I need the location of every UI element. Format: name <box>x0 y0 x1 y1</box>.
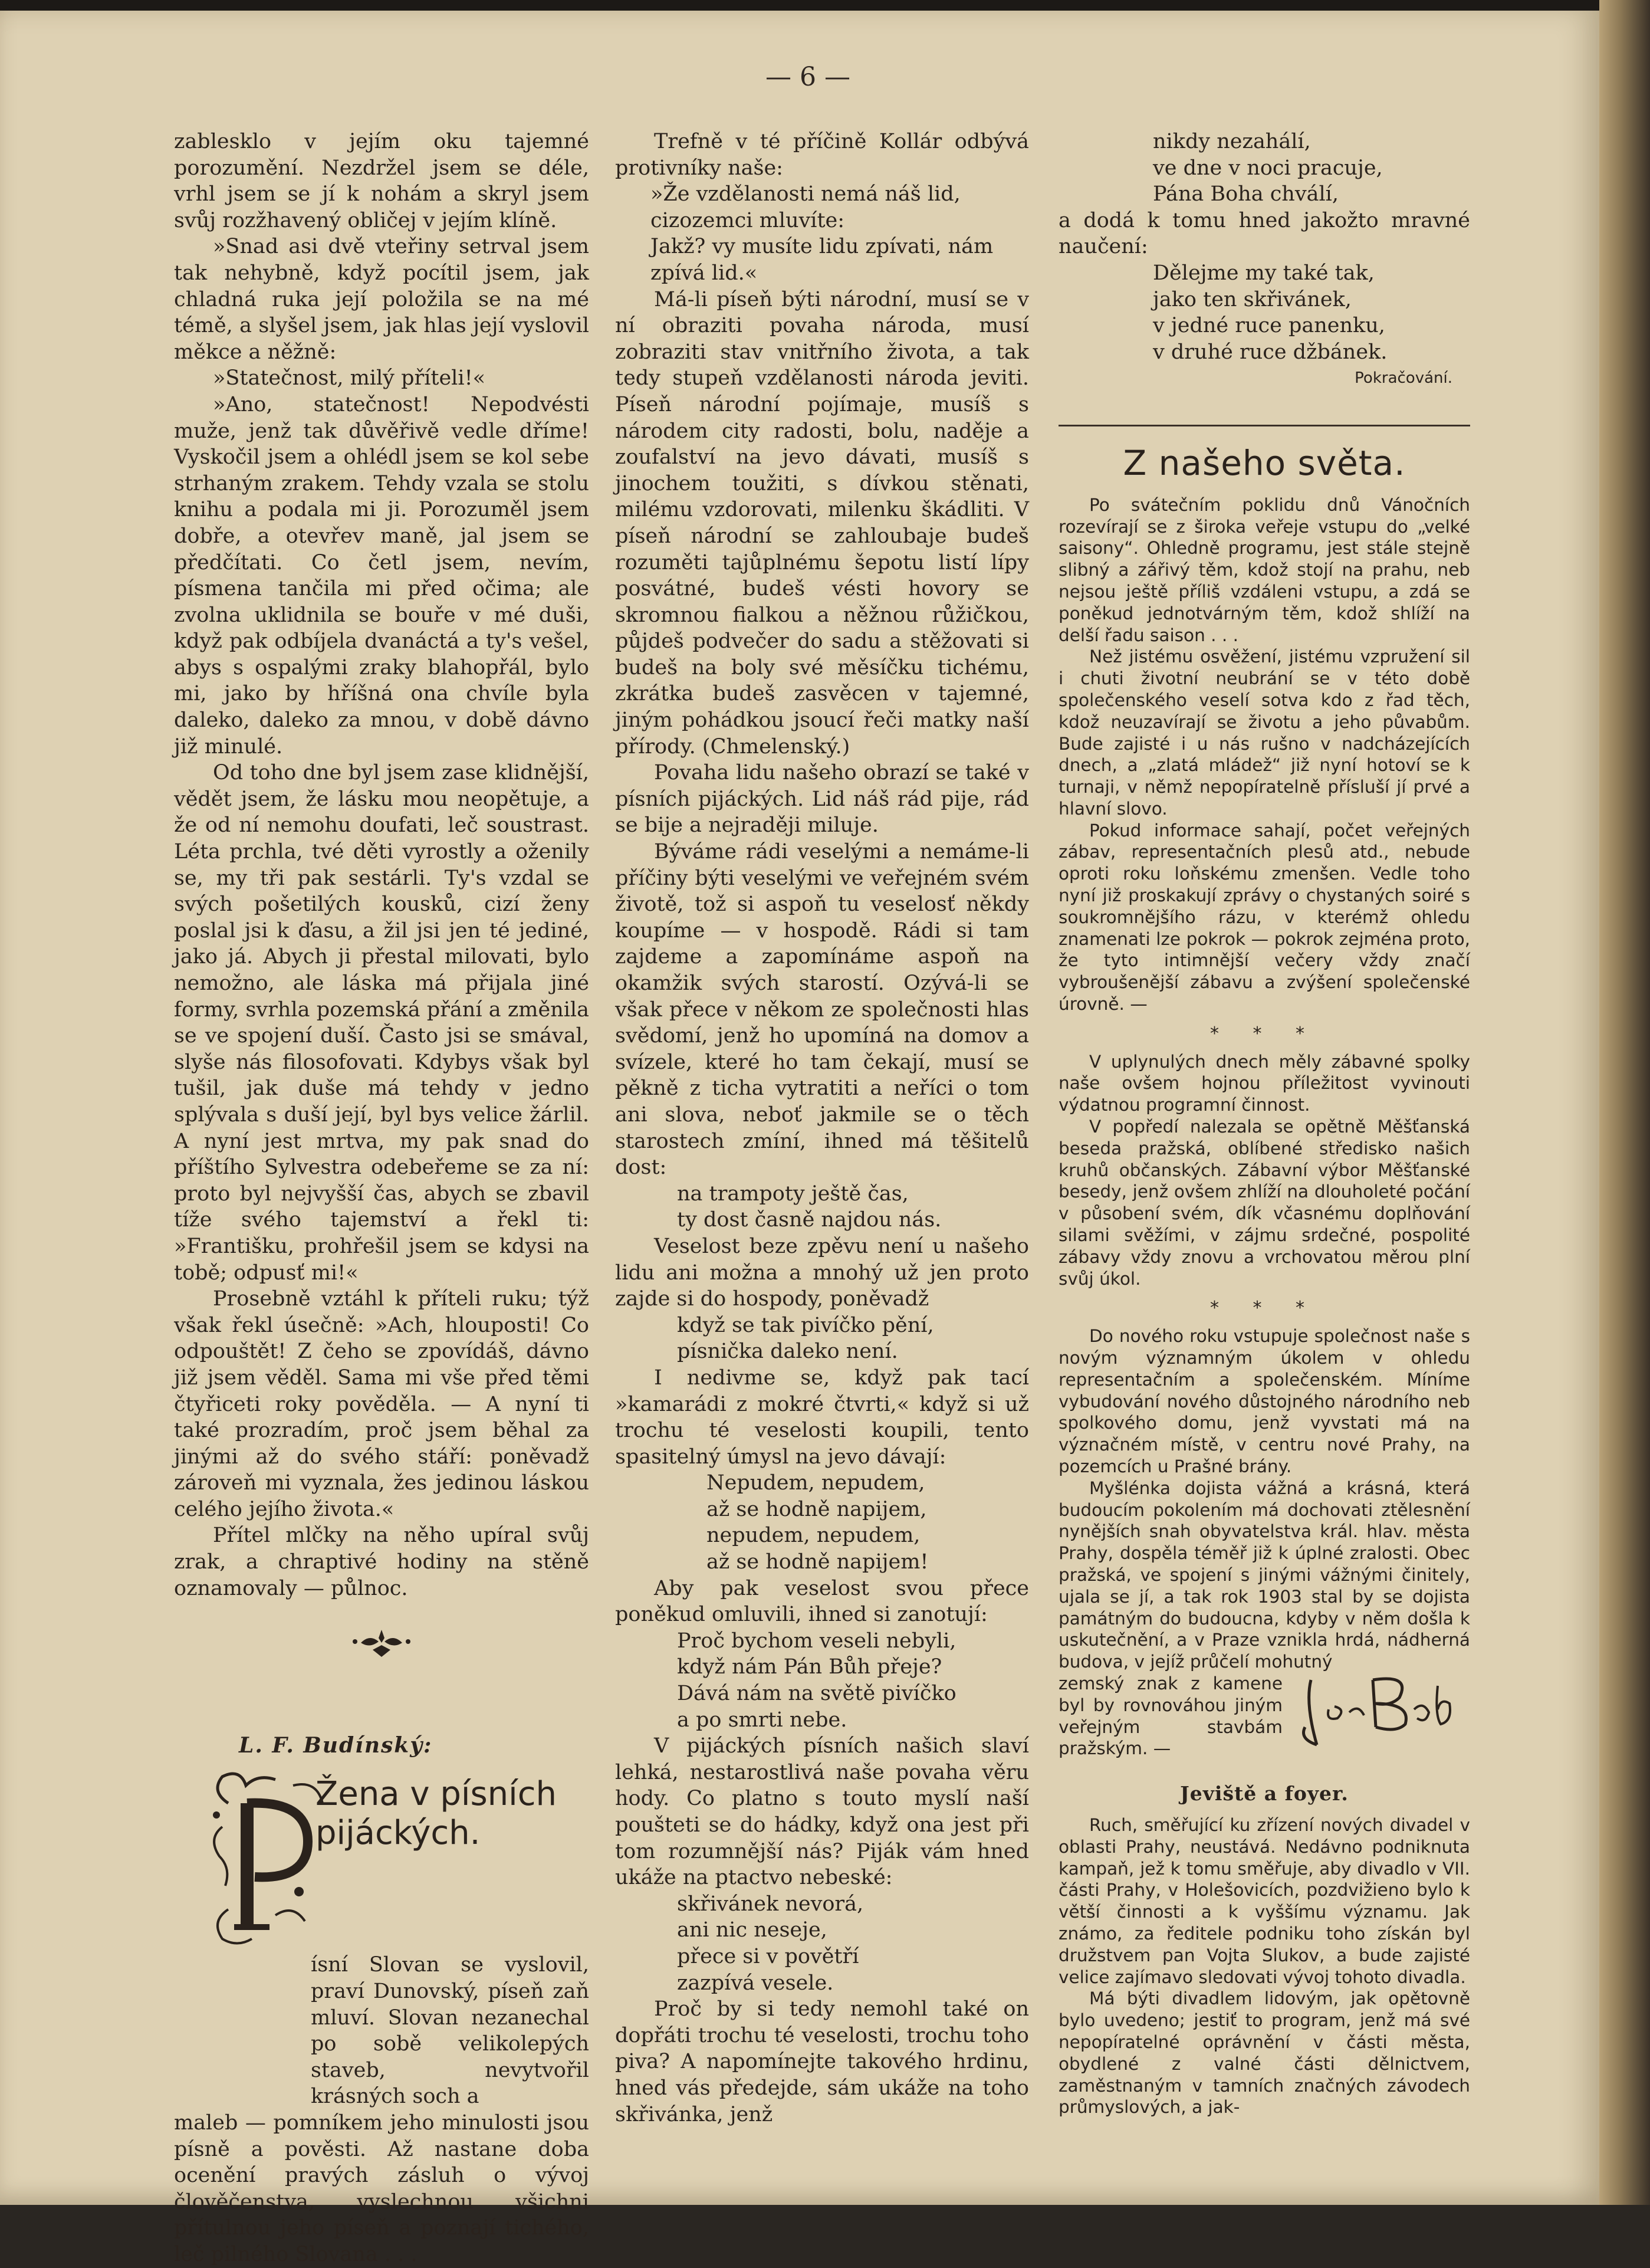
verse-line: Nepudem, nepudem, <box>706 1471 925 1495</box>
verse-line: na trampoty ještě čas, <box>677 1181 909 1206</box>
paragraph: »Snad asi dvě vteřiny setrval jsem tak nehybně, když pocítil jsem, jak chladná ruka její položila se na mé témě, a slyšel jsem, jak hlas její vyslovil měkce a něžně: <box>174 235 589 364</box>
paragraph: Veselost beze zpěvu není u našeho lidu ani možna a mnohý už jen proto zajde si do hospody, poněvadž <box>615 1234 1029 1311</box>
handwritten-signature <box>1293 1668 1464 1751</box>
article-lead: ísní Slovan se vyslovil, praví Dunovský, píseň zaň mluví. Slovan nezanechal po sobě velikolepých staveb, nevytvořil krásných soch a <box>311 1953 589 2109</box>
subsection-title: Jeviště a foyer. <box>1180 1782 1349 1806</box>
paragraph: Po svátečním poklidu dnů Vánočních rozevírají se z široka veřeje vstupu do „velké saisony“. Ohledně programu, jest stále stejně slibný a zářivý těm, kdož stojí na prahu, neb nejsou ještě příliš vzdáleni vstupu, a zdá se poněkud jednotvárným těm, kdož shlíží na delší řadu saison . . . <box>1059 494 1470 645</box>
scan-binding-edge <box>1599 0 1650 2205</box>
verse-line: přece si v povětří <box>677 1944 859 1968</box>
paragraph: I nedivme se, když pak tací »kamarádi z mokré čtvrti,« když si už trochu té veselosti koupili, tento spasitelný úmysl na jevo dávají: <box>615 1366 1029 1469</box>
paragraph: V popředí nalezala se opětně Měšťanská beseda pražská, oblíbené středisko našich kruhů občanských. Zábavní výbor Měšťanské besedy, jenž ovšem zhlíží na dlouholeté počání v působení svém, dík včasnému doplňování silami svěžími, v zájmu srdečné, pospolité zábavy vždy znovu a vrchovatou měrou plní svůj úkol. <box>1059 1117 1470 1289</box>
paragraph: Přítel mlčky na něho upíral svůj zrak, a chraptivé hodiny na stěně oznamovaly — půlnoc. <box>174 1524 589 1600</box>
verse-line: až se hodně napijem, <box>706 1497 927 1521</box>
paragraph: Trefně v té příčině Kollár odbývá protivníky naše: <box>615 130 1029 180</box>
column-2 <box>615 129 1029 2128</box>
paragraph: Než jistému osvěžení, jistému vzpružení sil i chuti životní neubrání se v této době společenského veselí sotva kdo z řad těch, kdož neuzavírají se životu a jeho půvabům. Bude zajisté i u nás rušno v nadcházejících dnech, a „zlatá mládež“ již nyní hotoví se k turnaji, v němž nepopíratelně přísluší jí prvé a hlavní slovo. <box>1059 646 1470 819</box>
signature-row <box>1059 1673 1470 1760</box>
column-1 <box>174 129 589 2268</box>
paragraph: a dodá k tomu hned jakožto mravné naučení: <box>1059 208 1470 259</box>
paragraph: Od toho dne byl jsem zase klidnější, vědět jsem, že lásku mou neopětuje, a že od ní nemohu doufati, leč soustrast. Léta prchla, tvé děti vyrostly a oženily se, my tři pak sestárli. Ty's vzdal se svých pošetilých kousků, cizí ženy poslal jsi k ďasu, a žil jsi jen té jediné, jako já. Abych ji přestal milovati, bylo nemožno, ale láska má přijala jiné formy, svrhla pozemská přání a změnila se ve spojení duší. Často jsi se smával, slyše nás filosofovati. Kdybys však byl tušil, jak duše má tehdy v jedno splývala s duší její, byl bys velice žárlil. A nyní jest mrtva, my pak snad do příštího Sylvestra odebeřeme se za ní: proto byl nejvyšší čas, abych se zbavil tíže svého tajemství a řekl ti: »Františku, prohřešil jsem se kdysi na tobě; odpusť mi!« <box>174 761 589 1285</box>
paragraph: Prosebně vztáhl k příteli ruku; týž však řekl úsečně: »Ach, hlouposti! Co odpouštět! Z čeho se zpovídáš, dávno již jsem věděl. Sama mi vše před těmi čtyřiceti roky pověděla. — A nyní ti také prozradím, proč jsem běhal za jinými až do svého stáří: poněvadž zároveň mi vyznala, žes jedinou láskou celého jejího života.« <box>174 1287 589 1521</box>
verse-line: zazpívá vesele. <box>677 1971 834 1995</box>
verse-line: a po smrti nebe. <box>677 1708 847 1732</box>
paragraph: zablesklo v jejím oku tajemné porozumění. Nezdržel jsem se déle, vrhl jsem se jí k nohám a skryl jsem svůj rozžhavený obličej v jejím klíně. <box>174 130 589 232</box>
verse-line: skřivánek nevorá, <box>677 1892 864 1916</box>
section-divider <box>1059 425 1470 426</box>
verse-line: písnička daleko není. <box>677 1340 898 1364</box>
asterism: * * * <box>1209 1023 1319 1044</box>
paragraph: Ruch, směřující ku zřízení nových divadel v oblasti Prahy, neustává. Nedávno podniknuta kampaň, jež k tomu směřuje, aby divadlo v VII. části Prahy, v Holešovicích, pozdvižieno bylo k větší činnosti a k vyššímu významu. Jak známo, za ředitele podniku toho získán byl družstvem pan Vojta Slukov, a bude zajisté velice zajímavo sledovati vývoj tohoto divadla. <box>1059 1814 1470 1987</box>
verse-line: v druhé ruce džbánek. <box>1153 340 1388 364</box>
article-heading <box>174 1768 589 1957</box>
paragraph: V uplynulých dnech měly zábavné spolky naše ovšem hojnou příležitost vyvinouti výdatnou programní činnost. <box>1059 1051 1470 1115</box>
paragraph: Proč by si tedy nemohl také on dopřáti trochu té veselosti, trochu toho piva? A napomínejte takového hrdinu, hned vás předejde, sám ukáže na toho skřivánka, jenž <box>615 1997 1029 2126</box>
verse-line: ve dne v noci pracuje, <box>1153 156 1383 180</box>
column-3 <box>1059 129 1470 2118</box>
ornament-icon <box>349 1625 414 1660</box>
scan-top-edge <box>0 0 1599 11</box>
ornament-divider <box>174 1625 589 1668</box>
asterism: * * * <box>1209 1298 1319 1319</box>
verse-line: jako ten skřivánek, <box>1153 287 1352 311</box>
paragraph: Myšlénka dojista vážná a krásná, která budoucím pokolením má dochovati ztělesnění nynějších snah obyvatelstva král. hlav. města Prahy, dospěla téměř již k úplné zralosti. Obec pražská, ve spojení s jinými vážnými činitely, ujala se jí, a tak rok 1903 stal by se dojista památným do budoucna, kdyby v něm došla k uskutečnění, a v Praze vznikla hrdá, nádherná budova, v jejíž průčelí mohutný <box>1059 1478 1470 1672</box>
verse-line: Proč bychom veseli nebyli, <box>677 1629 957 1653</box>
continued-note: Pokračování. <box>1355 369 1452 388</box>
verse-line: nikdy nezahálí, <box>1153 130 1311 153</box>
verse-line: Jakž? vy musíte lidu zpívati, nám zpívá lid.« <box>650 235 994 285</box>
verse-line: když nám Pán Bůh přeje? <box>677 1655 942 1679</box>
article-lead-continued: maleb — pomníkem jeho minulosti jsou písně a pověsti. Až nastane doba ocenění pravých zásluh o vývoj člověčenstva, vyslechnou všichni přítulnou jeho píseň a poznají tichého, leč pilného Slovana . . . <box>174 2111 589 2266</box>
verse-line: Dává nám na světě pivíčko <box>677 1682 957 1706</box>
paragraph: Aby pak veselost svou přece poněkud omluvili, ihned si zanotují: <box>615 1576 1029 1627</box>
paragraph: Má-li píseň býti národní, musí se v ní obraziti povaha národa, musí zobraziti stav vnitřního života, a tak tedy stupeň vzdělanosti národa jeviti. Píseň národní pojímaje, musíš s národem city radosti, bolu, naděje a zoufalství na jevo dávati, musíš s jinochem toužiti, s dívkou stěnati, milému vzdorovati, milenku škádliti. V píseň národní se zahloubaje budeš rozuměti tajůplnému šepotu listí lípy posvátné, budeš vésti hovory se skromnou fialkou a něžnou růžičkou, půjdeš podvečer do sadu a stěžovati si budeš na boly své měsíčku tichému, zkrátka budeš zasvěcen v tajemné, jiným pohádkou jsoucí řeči matky naší přírody. (Chmelenský.) <box>615 287 1029 759</box>
paragraph: Býváme rádi veselými a nemáme-li příčiny býti veselými ve veřejném svém životě, tož si aspoň tu veselosť někdy koupíme — v hospodě. Rádi si tam zajdeme a zapomínáme aspoň na okamžik svých starostí. Ozývá-li se však přece v někom ze společnosti hlas svědomí, jenž ho upomíná na domov a svízele, které ho tam čekají, musí se pěkně z ticha vytratiti a neříci o tom ani slova, neboť jakmile se o těch starostech zmíní, ihned má těšitelů dost: <box>615 840 1029 1180</box>
verse-line: v jedné ruce panenku, <box>1153 314 1385 338</box>
verse-line: když se tak pivíčko pění, <box>677 1313 934 1337</box>
article-author: L. F. Budínský: <box>239 1732 433 1758</box>
paragraph: V pijáckých písních našich slaví lehká, nestarostlivá naše povaha věru hody. Co platno s touto myslí naší poušteti se do hádky, když ona jest při tom rozumnější nás? Piják vám hned ukáže na ptactvo nebeské: <box>615 1734 1029 1890</box>
verse-line: nepudem, nepudem, <box>706 1524 921 1548</box>
paragraph: Do nového roku vstupuje společnost naše s novým významným úkolem v ohledu representačním a společenském. Míníme vybudování nového důstojného národního neb spolkového domu, jenž vyvstati má na význačném místě, v centru nové Prahy, na pozemcích u Prašné brány. <box>1059 1326 1470 1476</box>
decorative-initial-p <box>205 1768 331 1951</box>
article-title: Žena v písních pijáckých. <box>315 1775 557 1853</box>
paragraph: Má býti divadlem lidovým, jak opětovně bylo uvedeno; jestiť to program, jenž má své nepopíratelné oprávnění v části města, obydlené z valné části dělnictvem, zaměstnaným v tamních značných závodech průmyslových, a jak- <box>1059 1988 1470 2118</box>
verse-line: Dělejme my také tak, <box>1153 261 1375 285</box>
paragraph: zemský znak z kamene byl by rovnováhou jiným veřejným stavbám pražským. — <box>1059 1673 1283 1759</box>
page-number: — 6 — <box>765 62 850 92</box>
paragraph: »Statečnost, milý příteli!« <box>213 366 486 390</box>
section-title: Z našeho světa. <box>1123 443 1406 484</box>
paragraph: Povaha lidu našeho obrazí se také v písních pijáckých. Lid náš rád pije, rád se bije a nejraději miluje. <box>615 761 1029 838</box>
paragraph: Pokud informace sahají, počet veřejných zábav, representačních plesů atd., nebude oproti roku loňskému zmenšen. Vedle toho nyní již proskakují zprávy o chystaných soiré s soukromnějšího rázu, v kterémž ohledu znamenati lze pokrok — pokrok zejména proto, že tyto intimnější večery vždy značí vybroušenější zábavu a zvýšení společenské úrovně. — <box>1059 820 1470 1015</box>
section-body <box>1059 494 1470 2118</box>
verse-line: ty dost časně najdou nás. <box>677 1208 942 1232</box>
verse-line: až se hodně napijem! <box>706 1550 929 1574</box>
paragraph: »Ano, statečnost! Nepodvésti muže, jenž tak důvěřivě vedle dříme! Vyskočil jsem a ohlédl jsem se kol sebe strhaným zrakem. Tehdy vzala se stolu knihu a podala mi ji. Porozuměl jsem dobře, a otevřev maně, jal jsem se předčítati. Co četl jsem, nevím, písmena tančila mi před očima; ale zvolna uklidnila se bouře v mé duši, když pak odbíjela dvanáctá a ty's vešel, abys s ospalými zraky blahopřál, bylo mi, jako by hříšná ona chvíle byla daleko, daleko za mnou, v době dávno již minulé. <box>174 392 589 759</box>
verse-line: ani nic neseje, <box>677 1918 827 1942</box>
verse-line: »Že vzdělanosti nemá náš lid, cizozemci mluvíte: <box>650 182 961 232</box>
verse-line: Pána Boha chválí, <box>1153 182 1339 206</box>
